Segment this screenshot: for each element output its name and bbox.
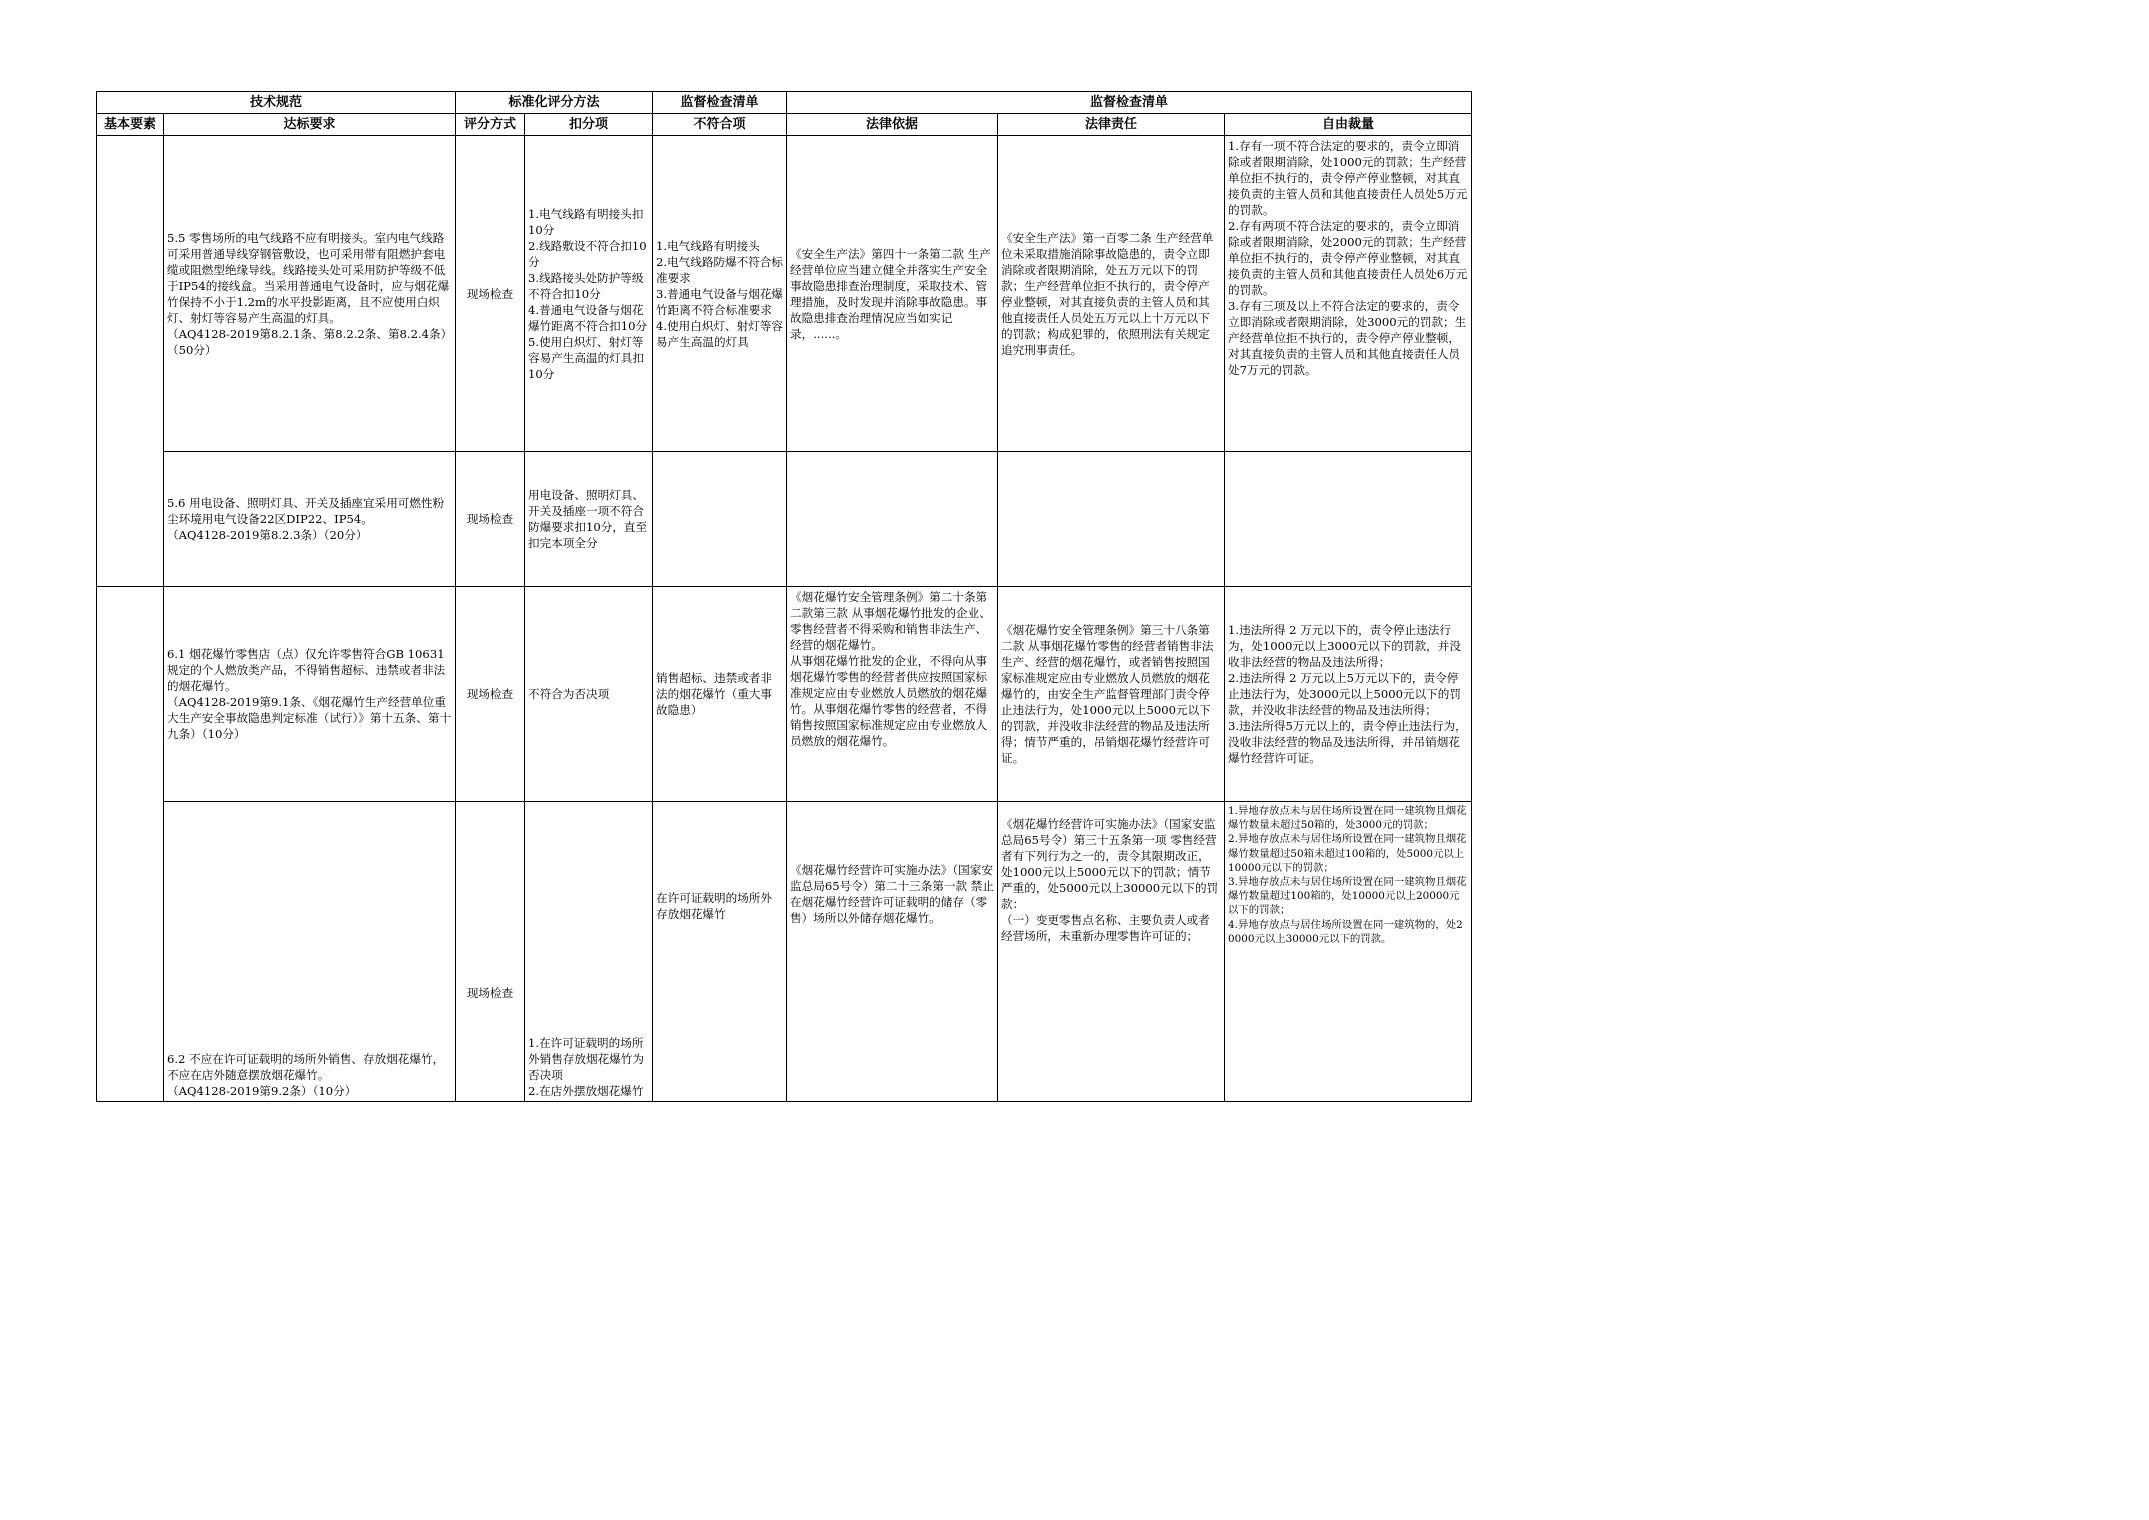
col-basic-element: 基本要素 bbox=[97, 114, 164, 136]
discretion-cell bbox=[1225, 452, 1472, 587]
nonconformity-cell: 销售超标、违禁或者非法的烟花爆竹（重大事故隐患） bbox=[653, 587, 787, 802]
discretion-cell: 1.异地存放点未与居住场所设置在同一建筑物且烟花爆竹数量未超过50箱的，处3000元的罚款； 2.异地存放点未与居住场所设置在同一建筑物且烟花爆竹数量超过50箱未超过100箱的，处5000元以上10000元以下的罚款； 3.异地存放点未与居住场所设置在同一建筑物且烟花爆竹数量超过100箱的，处10000元以上20000元以下的罚款； 4.异地存放点与居住场所设置在同一建筑物的，处20000元以上30000元以下的罚款。 bbox=[1225, 802, 1472, 1102]
table-row bbox=[97, 136, 1472, 452]
legal-basis-cell bbox=[787, 452, 998, 587]
legal-basis-cell: 《安全生产法》第四十一条第二款 生产经营单位应当建立健全并落实生产安全事故隐患排查治理制度，采取技术、管理措施，及时发现并消除事故隐患。事故隐患排查治理情况应当如实记录，......。 bbox=[787, 136, 998, 452]
deduction-cell: 1.在许可证载明的场所外销售存放烟花爆竹为否决项 2.在店外摆放烟花爆竹 bbox=[525, 802, 653, 1102]
scoring-way-cell: 现场检查 bbox=[456, 136, 525, 452]
table-row bbox=[97, 587, 1472, 802]
requirement-cell: 5.6 用电设备、照明灯具、开关及插座宜采用可燃性粉尘环境用电气设备22区DIP22、IP54。 （AQ4128-2019第8.2.3条）（20分） bbox=[164, 452, 456, 587]
nonconformity-cell bbox=[653, 452, 787, 587]
legal-liability-cell: 《安全生产法》第一百零二条 生产经营单位未采取措施消除事故隐患的，责令立即消除或者限期消除，处五万元以下的罚款；生产经营单位拒不执行的，责令停产停业整顿，对其直接负责的主管人员和其他直接责任人员处五万元以上十万元以下的罚款；构成犯罪的，依照刑法有关规定追究刑事责任。 bbox=[998, 136, 1225, 452]
legal-liability-cell: 《烟花爆竹安全管理条例》第三十八条第二款 从事烟花爆竹零售的经营者销售非法生产、经营的烟花爆竹，或者销售按照国家标准规定应由专业燃放人员燃放的烟花爆竹的，由安全生产监督管理部门责令停止违法行为，处1000元以上5000元以下的罚款，并没收非法经营的物品及违法所得；情节严重的，吊销烟花爆竹经营许可证。 bbox=[998, 587, 1225, 802]
header-inspection-list-2: 监督检查清单 bbox=[787, 92, 1472, 114]
header-row-2 bbox=[97, 114, 1472, 136]
col-legal-liability: 法律责任 bbox=[998, 114, 1225, 136]
regulation-table bbox=[96, 91, 1472, 1102]
deduction-cell: 不符合为否决项 bbox=[525, 587, 653, 802]
col-discretion: 自由裁量 bbox=[1225, 114, 1472, 136]
table-row bbox=[97, 802, 1472, 1102]
table-row bbox=[97, 452, 1472, 587]
col-deduction: 扣分项 bbox=[525, 114, 653, 136]
nonconformity-cell: 在许可证载明的场所外存放烟花爆竹 bbox=[653, 802, 787, 1102]
requirement-cell: 6.1 烟花爆竹零售店（点）仅允许零售符合GB 10631规定的个人燃放类产品，不得销售超标、违禁或者非法的烟花爆竹。 （AQ4128-2019第9.1条、《烟花爆竹生产经营单位重大生产安全事故隐患判定标准（试行）》第十五条、第十九条）（10分） bbox=[164, 587, 456, 802]
basic-element-cell bbox=[97, 587, 164, 1102]
basic-element-cell bbox=[97, 136, 164, 587]
col-nonconformity: 不符合项 bbox=[653, 114, 787, 136]
header-inspection-list: 监督检查清单 bbox=[653, 92, 787, 114]
legal-basis-cell: 《烟花爆竹经营许可实施办法》（国家安监总局65号令）第二十三条第一款 禁止在烟花爆竹经营许可证载明的储存（零售）场所以外储存烟花爆竹。 bbox=[787, 802, 998, 1102]
requirement-cell: 5.5 零售场所的电气线路不应有明接头。室内电气线路可采用普通导线穿钢管敷设，也可采用带有阻燃护套电缆或阻燃型绝缘导线。线路接头处可采用防护等级不低于IP54的接线盒。当采用普通电气设备时，应与烟花爆竹保持不小于1.2m的水平投影距离，且不应使用白炽灯、射灯等容易产生高温的灯具。 （AQ4128-2019第8.2.1条、第8.2.2条、第8.2.4条）（50分） bbox=[164, 136, 456, 452]
header-tech-spec: 技术规范 bbox=[97, 92, 456, 114]
col-scoring-way: 评分方式 bbox=[456, 114, 525, 136]
scoring-way-cell: 现场检查 bbox=[456, 802, 525, 1102]
nonconformity-cell: 1.电气线路有明接头 2.电气线路防爆不符合标准要求 3.普通电气设备与烟花爆竹距离不符合标准要求 4.使用白炽灯、射灯等容易产生高温的灯具 bbox=[653, 136, 787, 452]
deduction-cell: 用电设备、照明灯具、开关及插座一项不符合防爆要求扣10分，直至扣完本项全分 bbox=[525, 452, 653, 587]
discretion-cell: 1.违法所得 2 万元以下的，责令停止违法行为，处1000元以上3000元以下的罚款，并没收非法经营的物品及违法所得； 2.违法所得 2 万元以上5万元以下的，责令停止违法行为，处3000元以上5000元以下的罚款，并没收非法经营的物品及违法所得； 3.违法所得5万元以上的，责令停止违法行为，没收非法经营的物品及违法所得，并吊销烟花爆竹经营许可证。 bbox=[1225, 587, 1472, 802]
col-requirement: 达标要求 bbox=[164, 114, 456, 136]
legal-liability-cell bbox=[998, 452, 1225, 587]
discretion-text: 1.存有一项不符合法定的要求的，责令立即消除或者限期消除，处1000元的罚款；生产经营单位拒不执行的，责令停产停业整顿，对其直接负责的主管人员和其他直接责任人员处5万元的罚款。 2.存有两项不符合法定的要求的，责令立即消除或者限期消除，处2000元的罚款；生产经营单位拒不执行的，责令停产停业整顿，对其直接负责的主管人员和其他直接责任人员处6万元的罚款。 3.存有三项及以上不符合法定的要求的，责令立即消除或者限期消除，处3000元的罚款；生产经营单位拒不执行的，责令停产停业整顿，对其直接负责的主管人员和其他直接责任人员处7万元的罚款。 bbox=[1228, 139, 1468, 377]
header-row-1 bbox=[97, 92, 1472, 114]
deduction-cell: 1.电气线路有明接头扣10分 2.线路敷设不符合扣10分 3.线路接头处防护等级不符合扣10分 4.普通电气设备与烟花爆竹距离不符合扣10分 5.使用白炽灯、射灯等容易产生高温的灯具扣10分 bbox=[525, 136, 653, 452]
discretion-cell bbox=[1225, 136, 1472, 452]
requirement-cell: 6.2 不应在许可证载明的场所外销售、存放烟花爆竹，不应在店外随意摆放烟花爆竹。 （AQ4128-2019第9.2条）（10分） bbox=[164, 802, 456, 1102]
col-legal-basis: 法律依据 bbox=[787, 114, 998, 136]
legal-basis-cell: 《烟花爆竹安全管理条例》第二十条第二款第三款 从事烟花爆竹批发的企业、零售经营者不得采购和销售非法生产、经营的烟花爆竹。 从事烟花爆竹批发的企业，不得向从事烟花爆竹零售的经营者供应按照国家标准规定应由专业燃放人员燃放的烟花爆竹。从事烟花爆竹零售的经营者，不得销售按照国家标准规定应由专业燃放人员燃放的烟花爆竹。 bbox=[787, 587, 998, 802]
scoring-way-cell: 现场检查 bbox=[456, 452, 525, 587]
header-scoring-method: 标准化评分方法 bbox=[456, 92, 653, 114]
legal-liability-cell: 《烟花爆竹经营许可实施办法》（国家安监总局65号令）第三十五条第一项 零售经营者有下列行为之一的，责令其限期改正，处1000元以上5000元以下的罚款；情节严重的，处5000元以上30000元以下的罚款： （一）变更零售点名称、主要负责人或者经营场所，未重新办理零售许可证的； bbox=[998, 802, 1225, 1102]
regulation-table-sheet bbox=[96, 91, 1471, 1098]
scoring-way-cell: 现场检查 bbox=[456, 587, 525, 802]
